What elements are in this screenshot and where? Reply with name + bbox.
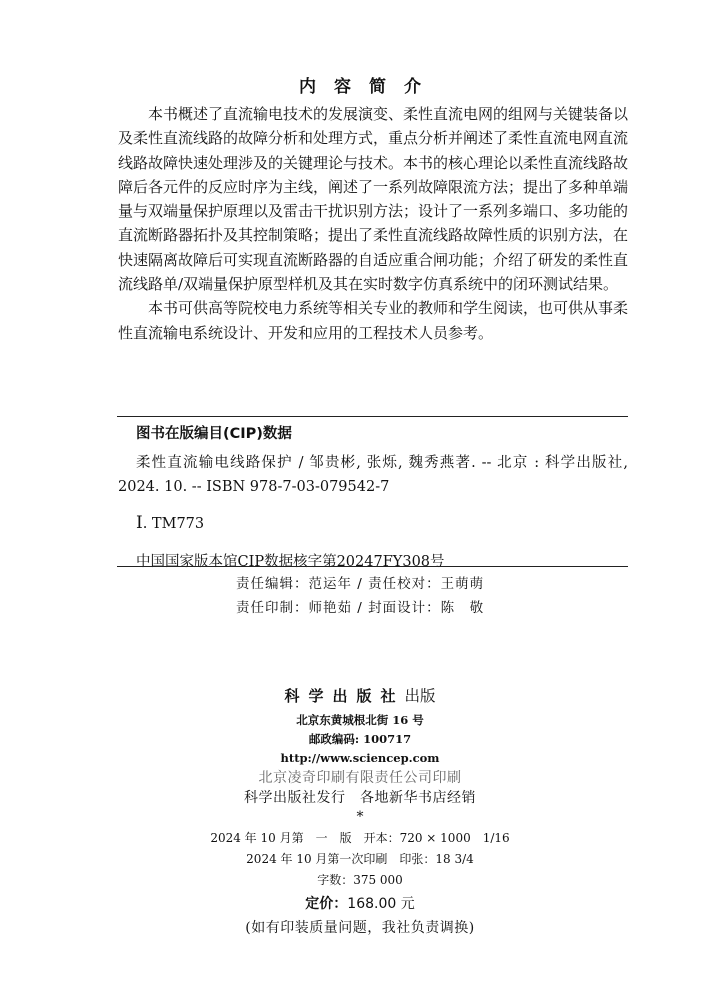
intro-paragraph: 本书概述了直流输电技术的发展演变、柔性直流电网的组网与关键装备以及柔性直流线路的故障分析和处理方式，重点分析并阐述了柔性直流电网直流线路故障快速处理涉及的关键理论与技术。本书的核心理论以柔性直流线路故障后各元件的反应时序为主线，阐述了一系列故障限流方法；提出了多种单端量与双端量保护原理以及雷击干扰识别方法；设计了一系列多端口、多功能的直流断路器拓扑及其控制策略；提出了柔性直流线路故障性质的识别方法，在快速隔离故障后可实现直流断路器的自适应重合闸功能；介绍了研发的柔性直流线路单/双端量保护原型样机及其在实时数字仿真系统中的闭环测试结果。	[118, 105, 629, 294]
intro-paragraph: 本书可供高等院校电力系统等相关专业的教师和学生阅读，也可供从事柔性直流输电系统设计、开发和应用的工程技术人员参考。	[118, 299, 629, 342]
cip-number: 中国国家版本馆CIP数据核字第20247FY308号	[136, 554, 445, 570]
separator-asterisk: *	[356, 809, 364, 825]
cip-top-rule	[117, 416, 628, 417]
intro-title: 内容简介	[299, 77, 439, 97]
cip-classification-code: . TM773	[142, 516, 205, 532]
intro-body	[118, 102, 628, 345]
price-value: 168.00 元	[347, 896, 415, 912]
publisher-postcode: 邮政编码: 100717	[308, 732, 412, 746]
cip-bottom-rule	[117, 566, 628, 567]
cip-heading: 图书在版编目(CIP)数据	[136, 426, 292, 442]
word-count: 字数：375 000	[317, 873, 403, 887]
imprint-block	[0, 684, 720, 940]
cip-classification-roman: Ⅰ	[136, 513, 143, 533]
cip-classification	[136, 511, 628, 536]
printing-line: 2024 年 10 月第一次印刷 印张：18 3/4	[246, 852, 474, 866]
staff-credits	[236, 572, 484, 620]
cip-record: 柔性直流输电线路保护 / 邹贵彬, 张烁, 魏秀燕著. -- 北京 : 科学出版社, 2024. 10. -- ISBN 978-7-03-079542-7	[118, 455, 628, 495]
publisher-line	[0, 684, 720, 706]
cip-block	[118, 418, 628, 574]
edition-line: 2024 年 10 月第 一 版 开本：720 × 1000 1/16	[210, 831, 510, 845]
publisher-suffix: 出版	[404, 687, 436, 705]
printer: 北京凌奇印刷有限责任公司印刷	[258, 770, 462, 786]
publisher-address: 北京东黄城根北街 16 号	[296, 713, 424, 727]
quality-notice: (如有印装质量问题，我社负责调换)	[245, 920, 475, 936]
distributor: 科学出版社发行 各地新华书店经销	[244, 790, 476, 806]
price-label: 定价：	[305, 896, 348, 912]
publisher-website: http://www.sciencep.com	[280, 751, 440, 765]
publisher-name: 科学出版社	[284, 687, 405, 705]
price	[0, 892, 720, 916]
staff-line-editors: 责任编辑：范运年 / 责任校对：王萌萌	[236, 576, 485, 592]
staff-line-production: 责任印制：师艳茹 / 封面设计：陈 敬	[236, 600, 485, 616]
